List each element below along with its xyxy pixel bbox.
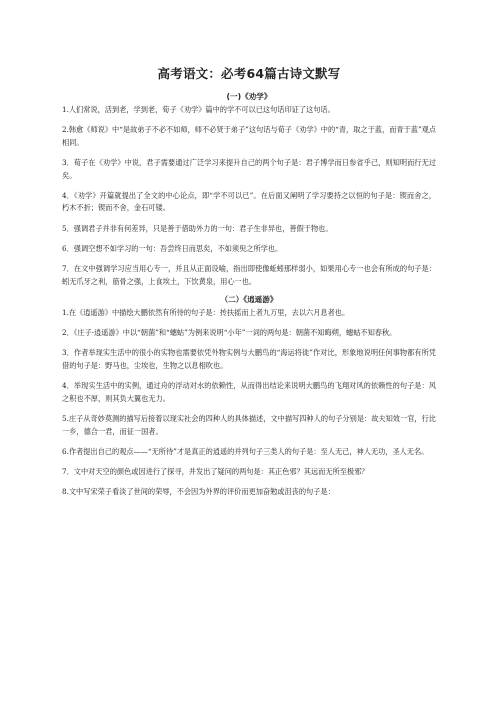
section-xiaoyaoyou	[62, 294, 436, 499]
paragraph: 1.人们常说，活到老，学到老，荀子《劝学》篇中的学不可以已这句话印证了这句话。	[62, 105, 335, 114]
paragraph: 4．举现实生活中的实例，通过舟的浮动对水的依赖性，从而得出结论来说明大鹏鸟的飞翔对风的依赖性的句子是：风之积也不厚，则其负大翼也无力。	[62, 381, 436, 403]
paragraph: 2．《庄子·逍遥游》中以“朝菌”和“蟪蛄”为例来说明“小年”一词的两句是：朝菌不知晦朔，蟪蛄不知春秋。	[62, 328, 397, 338]
paragraph: 8.文中写宋荣子看淡了世间的荣辱，不会因为外界的评价而更加奋勉或沮丧的句子是：	[62, 487, 335, 497]
paragraph: 6.作者提出自己的观点——“无所待”才是真正的逍遥的并列句子三类人的句子是：至人无己，神人无功，圣人无名。	[62, 446, 429, 456]
paragraph: 1.在《逍遥游》中描绘大鹏依然有所待的句子是：抟扶摇而上者九万里，去以六月息者也。	[62, 308, 350, 318]
section-quanxue	[62, 91, 436, 288]
paragraph: 6．强调空想不如学习的一句：吾尝终日而思矣，不如须臾之所学也。	[62, 243, 283, 253]
paragraph: 3．荀子在《劝学》中说，君子需要通过广泛学习来提升自己的两个句子是：君子博学而日参省乎己，则知明而行无过矣。	[62, 157, 436, 180]
paragraph: 5.庄子从奇妙莫测的描写后接着以现实社会的四种人的具体描述，文中描写四种人的句子分别是：故夫知效一官，行比一乡，德合一君，而征一国者。	[62, 414, 436, 436]
paragraph: 5．强调君子并非有何差异，只是善于借助外力的一句：君子生非异也，善假于物也。	[62, 223, 333, 233]
paragraph: 2.韩愈《师说》中“是故弟子不必不如师，师不必贤于弟子”这句话与荀子《劝学》中的“青，取之于蓝，而青于蓝”观点相同。	[62, 125, 436, 147]
paragraph: 7．在文中强调学习应当用心专一，并且从正面设喻，指出即使像蚯蚓那样弱小，如果用心专一也会有所成的句子是：蚓无爪牙之利，筋骨之强，上食埃土，下饮黄泉，用心一也。	[62, 263, 436, 286]
paragraph: 7．文中对天空的颜色或因进行了探寻，并发出了疑问的两句是：其正色邪？其远而无所至极邪？	[62, 467, 369, 476]
paragraph: 4．《劝学》开篇就提出了全文的中心论点，即“学不可以已”。在后面又阐明了学习要持之以恒的句子是：锲而舍之，朽木不折；锲而不舍，金石可镂。	[62, 190, 436, 213]
paragraph: 3．作者举现实生活中的很小的实物也需要依凭外物实例与大鹏鸟的“海运将徙”作对比，形象地说明任何事物都有所凭借的句子是：野马也，尘埃也，生物之以息相吹也。	[62, 348, 436, 371]
document-title: 高考语文：必考64篇古诗文默写	[157, 66, 341, 81]
section-heading: (一)《劝学》	[226, 92, 272, 101]
section-heading: （二）《逍遥游》	[220, 295, 278, 305]
